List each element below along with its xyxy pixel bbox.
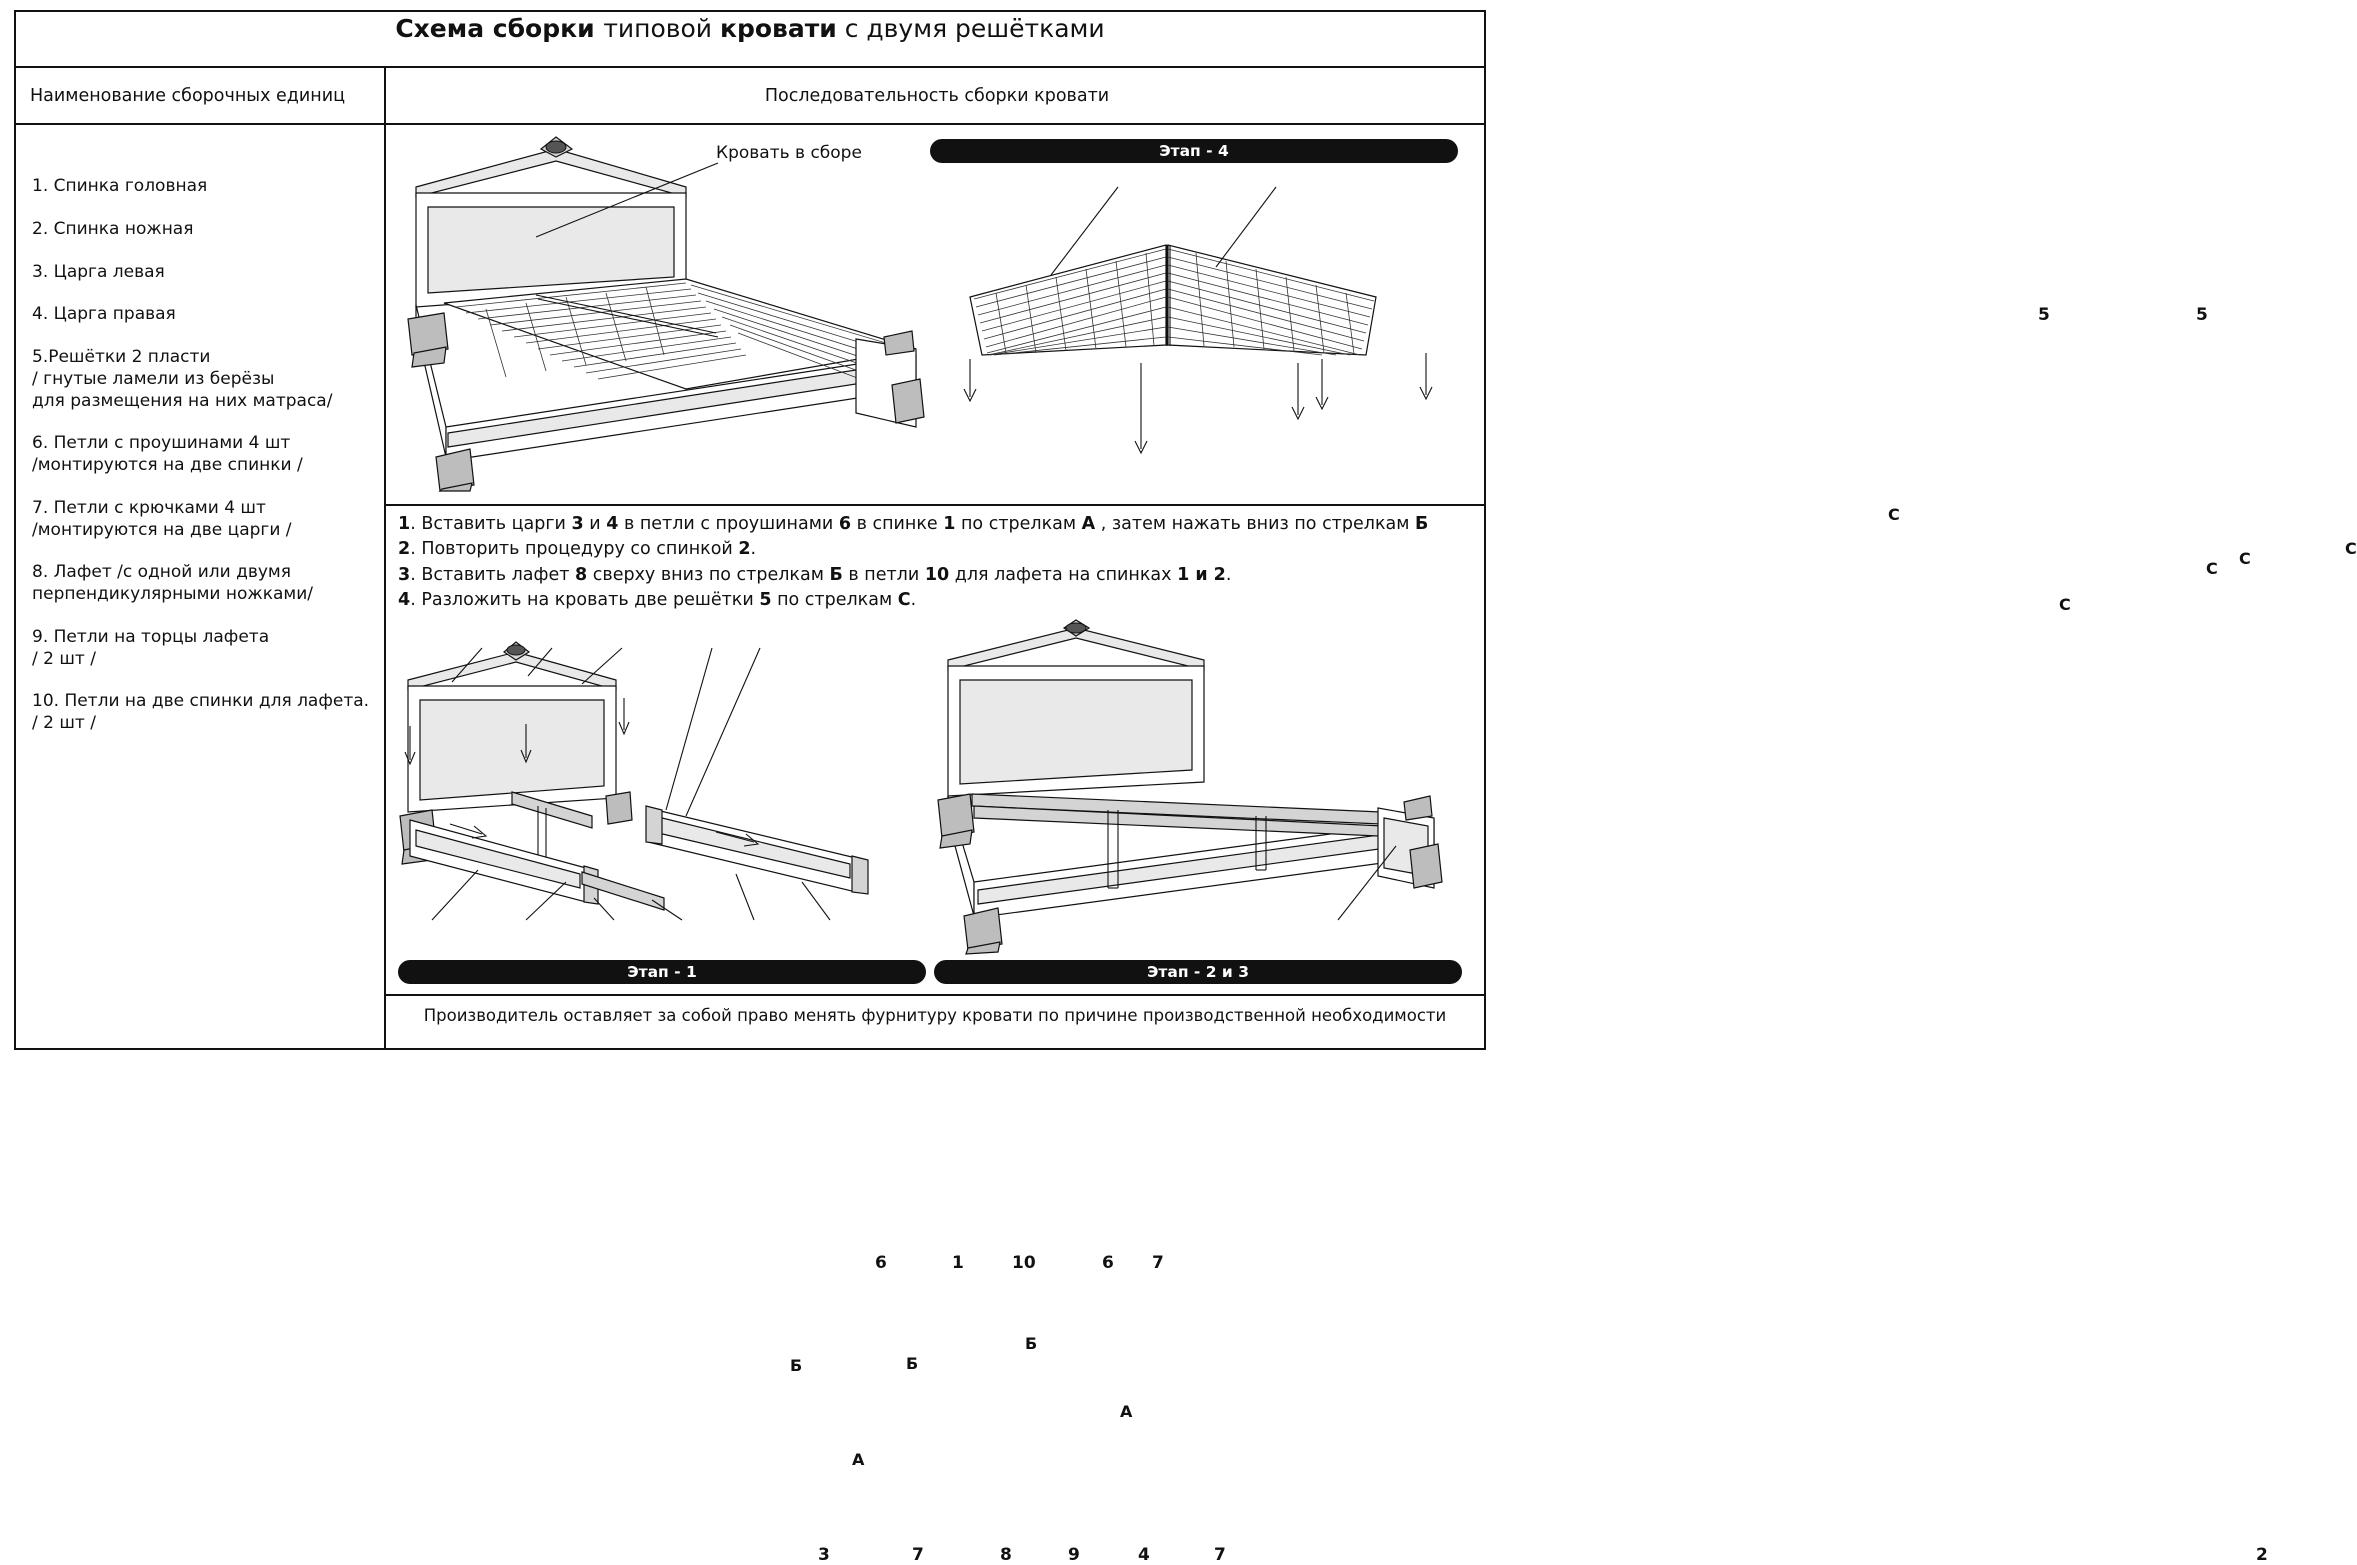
step-text: . (1225, 564, 1232, 585)
stage-label-23: Этап - 2 и 3 (934, 960, 1462, 984)
parts-item-line: 8. Лафет /с одной или двумя (32, 562, 291, 583)
step-ref: 8 (575, 564, 588, 585)
header-divider (16, 123, 1484, 125)
title-part-1: Схема сборки (395, 14, 604, 43)
step-ref: 3 (571, 514, 584, 534)
step-ref: 4 (606, 514, 619, 534)
step-text: . Вставить царги (410, 514, 572, 534)
list-item (32, 262, 380, 284)
arrow-label-a-2: А (1120, 1402, 1133, 1421)
step-ref: 10 (924, 564, 950, 585)
part-number-5-right: 5 (2196, 305, 2208, 325)
left-column-header: Наименование сборочных единиц (30, 86, 345, 106)
arrow-label-b-1: Б (790, 1356, 803, 1375)
step-ref: 2 (738, 539, 751, 560)
part-number-10: 10 (1012, 1253, 1036, 1273)
arrow-label-c-5: С (2345, 539, 2357, 558)
step-ref: С (897, 590, 911, 611)
parts-item-line: 9. Петли на торцы лафета (32, 626, 270, 647)
parts-item-line: 1. Спинка головная (32, 176, 208, 196)
callout-assembled-bed: Кровать в сборе (716, 143, 862, 163)
list-item (32, 562, 380, 606)
step-ref: 6 (838, 514, 852, 534)
part-number-4: 4 (1138, 1545, 1150, 1565)
step-ref: 5 (759, 590, 772, 611)
step-text: сверху вниз по стрелкам (587, 564, 830, 585)
part-number-3: 3 (818, 1545, 830, 1565)
parts-item-line: / 2 шт / (32, 713, 96, 733)
arrow-label-c-1: С (1888, 505, 1900, 524)
part-number-6-a: 6 (875, 1253, 887, 1273)
step-number: 2 (398, 539, 411, 560)
part-number-7-a: 7 (1152, 1253, 1164, 1273)
assembly-steps (398, 512, 1478, 614)
stage-label-1: Этап - 1 (398, 960, 926, 984)
page-title (16, 14, 1484, 43)
part-number-7-c: 7 (1214, 1545, 1226, 1565)
list-item (32, 627, 380, 671)
parts-list (32, 176, 380, 756)
part-number-1: 1 (952, 1253, 964, 1273)
parts-item-line: перпендикулярными ножками/ (32, 584, 313, 604)
step-text: . Повторить процедуру со спинкой (410, 539, 739, 560)
title-part-3: кровати (720, 14, 837, 43)
list-item (32, 691, 380, 735)
title-divider (16, 66, 1484, 68)
step-line (398, 563, 1478, 588)
list-item (32, 304, 380, 326)
parts-item-line: /монтируются на две спинки / (32, 455, 303, 475)
assembled-bed-illustration (386, 127, 922, 492)
step-text: , затем нажать вниз по стрелкам (1095, 514, 1415, 534)
step-ref: А (1081, 514, 1096, 534)
title-part-4: с двумя решётками (836, 14, 1105, 43)
title-part-2: типовой (603, 14, 720, 43)
parts-item-line: 10. Петли на две спинки для лафета. (32, 691, 370, 712)
parts-item-line: 6. Петли с проушинами 4 шт (32, 433, 291, 454)
parts-item-line: 7. Петли с крючками 4 шт (32, 497, 266, 518)
arrow-label-c-4: С (2239, 549, 2251, 568)
arrow-label-c-2: С (2059, 595, 2071, 614)
part-number-8: 8 (1000, 1545, 1012, 1565)
middle-divider (386, 504, 1484, 506)
parts-item-line: /монтируются на две царги / (32, 519, 292, 540)
list-item (32, 433, 380, 477)
step-line (398, 537, 1478, 562)
step-text: . Разложить на кровать две решётки (410, 590, 760, 611)
step-text: . Вставить лафет (410, 564, 576, 585)
step-line (398, 512, 1478, 537)
list-item (32, 498, 380, 542)
step-text: . (750, 539, 757, 560)
part-number-9: 9 (1068, 1545, 1080, 1565)
parts-item-line: 2. Спинка ножная (32, 218, 194, 239)
parts-item-line: / гнутые ламели из берёзы (32, 368, 275, 389)
parts-item-line: 5.Решётки 2 пласти (32, 347, 211, 367)
parts-item-line: / 2 шт / (32, 648, 96, 669)
step-number: 3 (398, 564, 411, 585)
part-number-5-left: 5 (2038, 305, 2050, 325)
step-ref: 1 и 2 (1177, 564, 1226, 585)
parts-item-line: 3. Царга левая (32, 261, 165, 282)
parts-item-line: 4. Царга правая (32, 304, 176, 325)
step-text: в спинке (851, 514, 944, 534)
list-item (32, 176, 380, 198)
list-item (32, 219, 380, 241)
part-number-2: 2 (2256, 1545, 2268, 1565)
step-text: и (583, 514, 607, 534)
step-text: по стрелкам (771, 590, 898, 611)
step-number: 4 (398, 590, 411, 611)
stage-label-4: Этап - 4 (930, 139, 1458, 163)
step-text: по стрелкам (955, 514, 1082, 534)
footer-note: Производитель оставляет за собой право менять фурнитуру кровати по причине производственной необходимости (423, 1006, 1447, 1025)
part-number-6-b: 6 (1102, 1253, 1114, 1273)
step-text: для лафета на спинках (949, 564, 1178, 585)
step-line (398, 588, 1478, 613)
step-number: 1 (398, 514, 411, 534)
arrow-label-c-3: С (2206, 559, 2218, 578)
step-ref: Б (829, 564, 843, 585)
part-number-7-b: 7 (912, 1545, 924, 1565)
footer-divider (386, 994, 1484, 996)
step-ref: Б (1415, 514, 1429, 534)
step-text: . (910, 590, 917, 611)
list-item (32, 347, 380, 412)
step-text: в петли с проушинами (618, 514, 839, 534)
arrow-label-b-3: Б (1025, 1334, 1038, 1353)
step-text: в петли (842, 564, 925, 585)
arrow-label-b-2: Б (906, 1354, 919, 1373)
step-ref: 1 (943, 514, 956, 534)
parts-item-line: для размещения на них матраса/ (32, 390, 333, 411)
right-column-header: Последовательность сборки кровати (764, 86, 1110, 106)
arrow-label-a-1: А (852, 1450, 865, 1469)
